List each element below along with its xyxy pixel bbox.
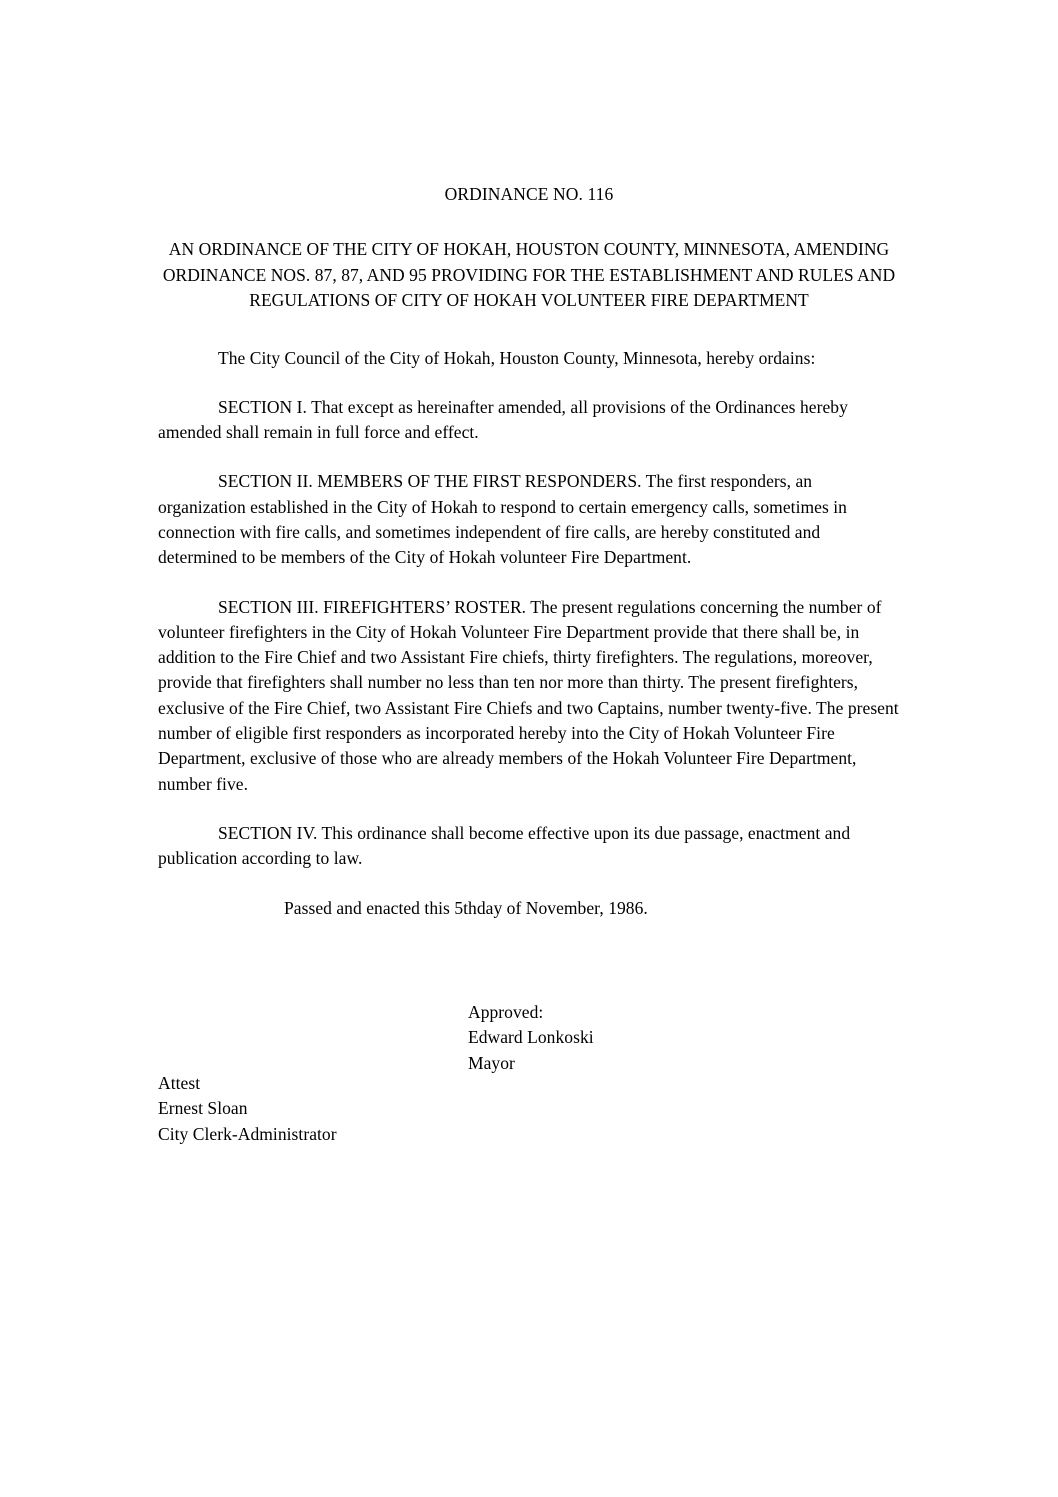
attest-name: Ernest Sloan: [158, 1098, 248, 1119]
approved-name: Edward Lonkoski: [468, 1027, 594, 1048]
section-3-paragraph: SECTION III. FIREFIGHTERS’ ROSTER. The present regulations concerning the number of volunteer firefighters in the City of Hokah Volunteer Fire Department provide that there shall be, in addition to the Fire Chief and two Assistant Fire chiefs, thirty firefighters. The regulations, moreover, provide that firefighters shall number no less than ten nor more than thirty. The present firefighters, exclusive of the Fire Chief, two Assistant Fire Chiefs and two Captains, number twenty-five. The present number of eligible first responders as incorporated hereby into the City of Hokah Volunteer Fire Department, exclusive of those who are already members of the Hokah Volunteer Fire Department, number five.: [158, 596, 899, 794]
document-subtitle: AN ORDINANCE OF THE CITY OF HOKAH, HOUSTON COUNTY, MINNESOTA, AMENDING ORDINANCE NOS. 87, 87, AND 95 PROVIDING FOR THE ESTABLISHMENT AND RULES AND REGULATIONS OF CITY OF HOKAH VOLUNTEER FIRE DEPARTMENT: [162, 239, 896, 310]
preamble-paragraph: The City Council of the City of Hokah, Houston County, Minnesota, hereby ordains:: [218, 347, 816, 368]
attest-title: City Clerk-Administrator: [158, 1123, 337, 1144]
section-1-paragraph: SECTION I. That except as hereinafter amended, all provisions of the Ordinances hereby amended shall remain in full force and effect.: [158, 396, 848, 443]
attest-signature-block: [158, 1071, 337, 1147]
enactment-line: Passed and enacted this 5thday of November, 1986.: [284, 897, 648, 918]
page-title: ORDINANCE NO. 116: [444, 184, 614, 204]
section-2-paragraph: SECTION II. MEMBERS OF THE FIRST RESPONDERS. The first responders, an organization established in the City of Hokah to respond to certain emergency calls, sometimes in connection with fire calls, and sometimes independent of fire calls, are hereby constituted and determined to be members of the City of Hokah volunteer Fire Department.: [158, 471, 847, 568]
attest-label: Attest: [158, 1073, 201, 1093]
section-4-paragraph: SECTION IV. This ordinance shall become effective upon its due passage, enactment and publication according to law.: [158, 822, 851, 869]
document-content: [158, 182, 900, 921]
approved-title: Mayor: [468, 1052, 515, 1073]
approved-label: Approved:: [468, 1002, 544, 1022]
approved-signature-block: [468, 1000, 594, 1076]
